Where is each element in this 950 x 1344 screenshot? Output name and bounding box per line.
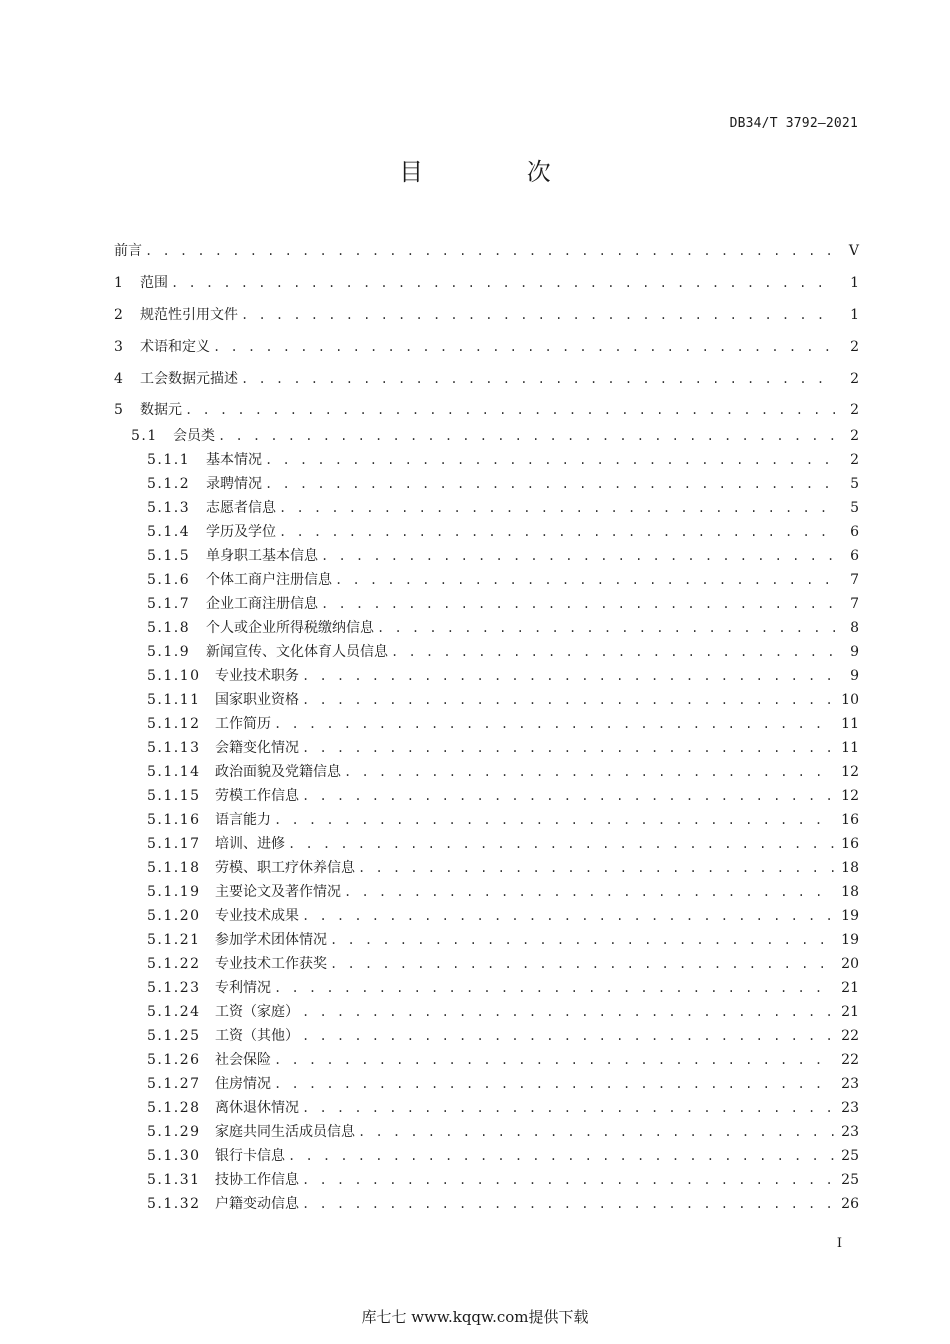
toc-leader-dots [274,810,835,830]
toc-entry-page: 20 [841,956,859,972]
toc-leader-dots [302,1194,835,1214]
toc-entry[interactable] [114,810,859,830]
toc-entry[interactable] [114,369,859,389]
toc-entry-number: 5.1.31 [147,1172,201,1188]
toc-leader-dots [302,1098,835,1118]
toc-entry-page: 23 [841,1076,859,1092]
toc-entry-number: 5.1.32 [147,1196,201,1212]
toc-entry-number: 5.1.18 [147,860,201,876]
toc-entry-number: 5.1.15 [147,788,201,804]
toc-entry-number: 5.1.16 [147,812,201,828]
toc-entry-label: 离休退休情况 [215,1100,299,1116]
toc-leader-dots [302,738,835,758]
toc-entry[interactable] [114,738,859,758]
toc-entry-label: 社会保险 [215,1052,271,1068]
toc-entry-page: 18 [841,860,859,876]
toc-entry-page: 12 [841,788,859,804]
toc-entry-page: 8 [850,620,859,636]
toc-entry-number: 5.1.30 [147,1148,201,1164]
toc-entry[interactable] [114,594,859,614]
toc-leader-dots [274,1074,835,1094]
toc-entry-page: 21 [841,980,859,996]
toc-entry-label: 技协工作信息 [215,1172,299,1188]
toc-entry-label: 录聘情况 [206,476,262,492]
toc-entry[interactable] [114,834,859,854]
toc-entry-page: 5 [850,476,859,492]
toc-entry-page: 2 [850,339,859,355]
toc-entry-page: 6 [850,524,859,540]
toc-leader-dots [279,522,835,542]
toc-entry[interactable] [114,1122,859,1142]
toc-leader-dots [302,1002,835,1022]
toc-entry-label: 企业工商注册信息 [206,596,318,612]
toc-entry[interactable] [114,546,859,566]
toc-entry[interactable] [114,882,859,902]
toc-entry-number: 5.1.8 [147,620,191,636]
toc-entry-label: 专业技术工作获奖 [215,956,327,972]
toc-entry-page: 21 [841,1004,859,1020]
toc-entry-number: 5.1.20 [147,908,201,924]
toc-entry-label: 国家职业资格 [215,692,299,708]
toc-entry-label: 工资（其他） [215,1028,299,1044]
toc-entry[interactable] [114,570,859,590]
toc-entry-page: 12 [841,764,859,780]
toc-entry-number: 4 [114,371,125,387]
toc-entry-page: 23 [841,1124,859,1140]
toc-leader-dots [302,1026,835,1046]
toc-entry[interactable] [114,666,859,686]
toc-entry-number: 5.1.23 [147,980,201,996]
download-watermark: 库七七 www.kqqw.com提供下载 [361,1308,589,1326]
toc-entry-page: 1 [850,275,859,291]
toc-entry-label: 术语和定义 [140,339,210,355]
toc-entry-page: 25 [841,1148,859,1164]
toc-leader-dots [321,546,835,566]
toc-entry-label: 工作简历 [215,716,271,732]
toc-entry-number: 5.1.13 [147,740,201,756]
toc-entry[interactable] [114,1170,859,1190]
toc-leader-dots [335,570,835,590]
toc-entry-number: 5.1.3 [147,500,191,516]
toc-leader-dots [321,594,835,614]
toc-leader-dots [171,273,835,293]
toc-entry-label: 工会数据元描述 [140,371,238,387]
toc-leader-dots [241,369,835,389]
toc-entry-number: 5.1.4 [147,524,191,540]
toc-entry[interactable] [114,690,859,710]
toc-entry[interactable] [114,1050,859,1070]
toc-entry[interactable] [114,762,859,782]
toc-entry-number: 5 [114,402,125,418]
toc-entry-number: 5.1.6 [147,572,191,588]
toc-leader-dots [358,1122,835,1142]
toc-leader-dots [302,1170,835,1190]
toc-entry[interactable] [114,450,859,470]
toc-entry[interactable] [114,305,859,325]
toc-entry[interactable] [114,714,859,734]
toc-entry-page: V [848,243,859,259]
toc-entry[interactable] [114,858,859,878]
toc-entry-page: 7 [850,572,859,588]
toc-entry[interactable] [114,400,859,420]
toc-entry[interactable] [114,241,859,261]
toc-entry-label: 住房情况 [215,1076,271,1092]
toc-entry-page: 16 [841,812,859,828]
toc-entry-label: 会籍变化情况 [215,740,299,756]
toc-entry-number: 5.1.12 [147,716,201,732]
toc-entry-page: 2 [850,402,859,418]
toc-entry-label: 会员类 [173,428,215,444]
toc-entry-page: 5 [850,500,859,516]
toc-entry[interactable] [114,1002,859,1022]
toc-entry[interactable] [114,522,859,542]
toc-leader-dots [330,930,835,950]
toc-entry-page: 26 [841,1196,859,1212]
toc-entry-label: 参加学术团体情况 [215,932,327,948]
toc-entry-number: 3 [114,339,125,355]
toc-entry-label: 学历及学位 [206,524,276,540]
toc-entry-label: 劳模工作信息 [215,788,299,804]
toc-entry[interactable] [114,642,859,662]
toc-entry-label: 专业技术职务 [215,668,299,684]
toc-entry-number: 5.1.19 [147,884,201,900]
toc-entry-number: 2 [114,307,125,323]
toc-leader-dots [302,690,835,710]
toc-entry-page: 11 [841,716,859,732]
toc-leader-dots [265,450,835,470]
page-title: 目 次 [399,158,599,186]
toc-leader-dots [377,618,835,638]
toc-entry-number: 5.1.28 [147,1100,201,1116]
toc-entry-number: 5.1.25 [147,1028,201,1044]
toc-entry-label: 培训、进修 [215,836,285,852]
page-number: I [836,1236,842,1251]
toc-entry-label: 新闻宣传、文化体育人员信息 [206,644,388,660]
toc-entry-number: 5.1.2 [147,476,191,492]
toc-entry-page: 2 [850,428,859,444]
toc-entry-label: 前言 [114,243,142,259]
toc-entry-page: 22 [841,1052,859,1068]
toc-entry-page: 7 [850,596,859,612]
toc-entry-page: 11 [841,740,859,756]
toc-leader-dots [344,882,835,902]
toc-entry-number: 5.1.7 [147,596,191,612]
toc-entry-label: 规范性引用文件 [140,307,238,323]
toc-entry[interactable] [114,1074,859,1094]
toc-entry[interactable] [114,906,859,926]
toc-entry-label: 劳模、职工疗休养信息 [215,860,355,876]
toc-entry-number: 5.1.21 [147,932,201,948]
toc-entry-number: 5.1.1 [147,452,191,468]
toc-entry-number: 5.1.14 [147,764,201,780]
toc-entry-number: 1 [114,275,125,291]
toc-entry-number: 5.1.5 [147,548,191,564]
toc-leader-dots [302,666,835,686]
toc-leader-dots [274,1050,835,1070]
toc-entry[interactable] [114,954,859,974]
toc-entry[interactable] [114,978,859,998]
toc-entry-number: 5.1.10 [147,668,201,684]
toc-leader-dots [279,498,835,518]
toc-entry-label: 专利情况 [215,980,271,996]
toc-entry[interactable] [114,1026,859,1046]
document-code: DB34/T 3792—2021 [729,116,858,131]
toc-entry[interactable] [114,498,859,518]
toc-entry-label: 政治面貌及党籍信息 [215,764,341,780]
toc-entry-number: 5.1.24 [147,1004,201,1020]
toc-leader-dots [218,426,835,446]
toc-leader-dots [241,305,835,325]
toc-entry-label: 户籍变动信息 [215,1196,299,1212]
toc-leader-dots [391,642,835,662]
toc-entry-label: 主要论文及著作情况 [215,884,341,900]
toc-entry-page: 23 [841,1100,859,1116]
toc-leader-dots [274,714,835,734]
toc-entry-label: 语言能力 [215,812,271,828]
toc-entry[interactable] [114,273,859,293]
toc-entry-page: 9 [850,668,859,684]
toc-entry[interactable] [114,1194,859,1214]
toc-leader-dots [302,786,835,806]
toc-leader-dots [344,762,835,782]
toc-entry-page: 22 [841,1028,859,1044]
toc-entry-number: 5.1.11 [147,692,201,708]
toc-entry-number: 5.1.22 [147,956,201,972]
toc-entry-page: 9 [850,644,859,660]
toc-entry-number: 5.1.29 [147,1124,201,1140]
toc-entry-number: 5.1 [131,428,158,444]
toc-entry-number: 5.1.9 [147,644,191,660]
toc-entry[interactable] [114,930,859,950]
toc-leader-dots [288,834,835,854]
toc-entry[interactable] [114,337,859,357]
toc-leader-dots [358,858,835,878]
toc-entry-page: 18 [841,884,859,900]
toc-entry[interactable] [114,426,859,446]
toc-entry-page: 19 [841,932,859,948]
toc-entry-page: 2 [850,452,859,468]
toc-entry-label: 专业技术成果 [215,908,299,924]
toc-entry[interactable] [114,786,859,806]
toc-leader-dots [213,337,835,357]
toc-entry-label: 范围 [140,275,168,291]
toc-entry-page: 25 [841,1172,859,1188]
toc-leader-dots [330,954,835,974]
toc-entry[interactable] [114,474,859,494]
toc-leader-dots [185,400,835,420]
toc-leader-dots [265,474,835,494]
toc-leader-dots [274,978,835,998]
toc-entry-label: 志愿者信息 [206,500,276,516]
toc-entry-label: 家庭共同生活成员信息 [215,1124,355,1140]
toc-entry-label: 个体工商户注册信息 [206,572,332,588]
toc-entry[interactable] [114,1098,859,1118]
toc-leader-dots [302,906,835,926]
toc-entry-label: 个人或企业所得税缴纳信息 [206,620,374,636]
toc-leader-dots [288,1146,835,1166]
toc-entry[interactable] [114,1146,859,1166]
toc-entry-label: 数据元 [140,402,182,418]
toc-entry-label: 工资（家庭） [215,1004,299,1020]
toc-entry-label: 单身职工基本信息 [206,548,318,564]
toc-entry-label: 基本情况 [206,452,262,468]
toc-entry-page: 1 [850,307,859,323]
toc-leader-dots [145,241,835,261]
toc-entry-page: 10 [841,692,859,708]
toc-entry-page: 6 [850,548,859,564]
toc-entry-number: 5.1.26 [147,1052,201,1068]
toc-entry[interactable] [114,618,859,638]
toc-entry-label: 银行卡信息 [215,1148,285,1164]
toc-entry-number: 5.1.17 [147,836,201,852]
toc-entry-page: 16 [841,836,859,852]
toc-entry-page: 19 [841,908,859,924]
toc-entry-number: 5.1.27 [147,1076,201,1092]
toc-entry-page: 2 [850,371,859,387]
